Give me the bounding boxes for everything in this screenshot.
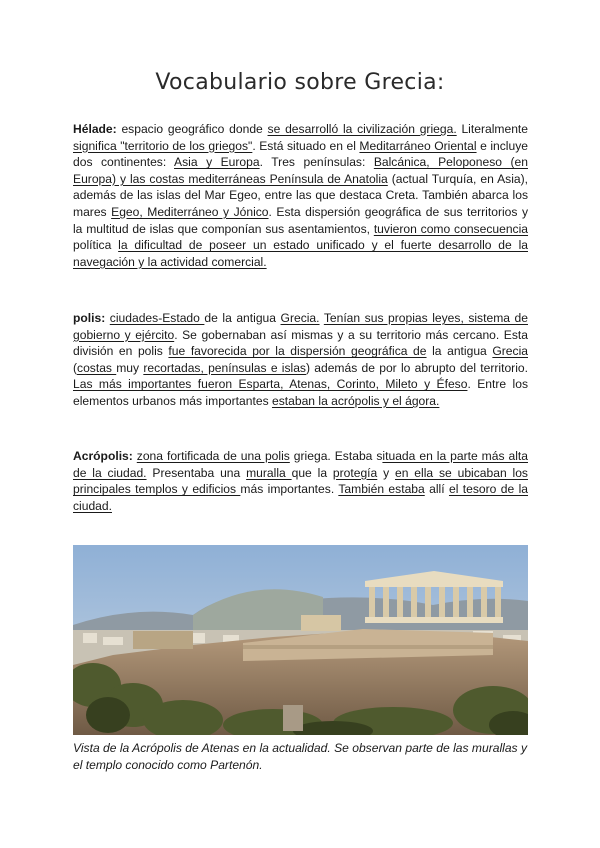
underlined-phrase: recortadas, penínsulas e islas: [143, 360, 306, 375]
underlined-phrase: Tenían sus propias leyes, sistema de gobierno y ejército: [73, 311, 528, 342]
underlined-phrase: Asia y Europa: [174, 155, 260, 170]
text-segment: Presentaba una: [146, 465, 247, 480]
text-segment: espacio geográfico donde: [116, 122, 268, 136]
underlined-phrase: ciudades-Estado: [109, 311, 205, 325]
underlined-phrase: zona fortificada de una polis: [136, 449, 290, 463]
underlined-phrase: Las más importantes fueron Esparta, Atenas, Corinto, Mileto y Éfeso: [73, 377, 468, 392]
underlined-phrase: se desarrolló la civilización griega.: [267, 122, 457, 136]
text-segment: . Está situado en el: [252, 138, 360, 153]
text-segment: y: [377, 465, 396, 480]
definition-helade: [73, 121, 528, 270]
term-label: polis:: [73, 311, 106, 325]
underlined-phrase: Balcánica, Peloponeso (en Europa) y las costas mediterráneas Península de Anatolia: [73, 155, 528, 186]
underlined-phrase: Meditarráneo Oriental: [359, 138, 477, 153]
text-segment: allí: [424, 482, 449, 497]
text-segment: que la: [291, 465, 333, 480]
term-label: Acrópolis:: [73, 449, 133, 463]
underlined-phrase: estaban la acrópolis y el ágora.: [271, 393, 440, 408]
page-title: Vocabulario sobre Grecia:: [155, 70, 445, 95]
underlined-phrase: protegía: [332, 465, 378, 480]
underlined-phrase: en ella se ubicaban los principales templos y edificios: [73, 465, 528, 497]
text-segment: Literalmente: [456, 122, 529, 136]
text-segment: la antigua: [426, 344, 493, 359]
text-segment: . Se gobernaban así mismas y a su territorio más cercano. Esta división en polis: [73, 327, 529, 359]
photo-caption: Vista de la Acrópolis de Atenas en la actualidad. Se observan parte de las murallas y el templo conocido como Partenón.: [73, 741, 528, 772]
underlined-phrase: También estaba: [338, 482, 425, 497]
underlined-phrase: Egeo, Mediterráneo y Jónico: [111, 204, 269, 219]
underlined-phrase: la dificultad de poseer un estado unificado y el fuerte desarrollo de la navegación y la actividad comercial.: [73, 238, 528, 269]
acropolis-photo: [73, 545, 528, 735]
underlined-phrase: fue favorecida por la dispersión geográfica de: [168, 344, 427, 359]
text-segment: (actual Turquía, en Asia), además de las islas del Mar Egeo, entre las que destaca Creta. También abarca los mares: [73, 171, 529, 219]
text-segment: . Tres penínsulas:: [259, 155, 374, 170]
underlined-phrase: muralla: [246, 465, 292, 480]
underlined-phrase: el tesoro de la ciudad.: [73, 482, 528, 513]
underlined-phrase: Grecia.: [280, 311, 320, 325]
underlined-phrase: costas: [77, 360, 117, 375]
definition-acropolis: [73, 448, 528, 514]
text-segment: (: [73, 360, 78, 375]
text-segment: muy: [116, 360, 144, 375]
term-label: Hélade:: [73, 122, 117, 136]
definition-polis: [73, 310, 528, 410]
underlined-phrase: ituada en la parte más alta de la ciudad.: [73, 449, 528, 480]
text-segment: política: [73, 238, 119, 253]
text-segment: griega. Estaba s: [289, 449, 383, 463]
text-segment: . Esta dispersión geográfica de sus territorios y la multitud de islas que componían sus asentamientos,: [73, 204, 528, 236]
text-segment: de la antigua: [204, 311, 281, 325]
underlined-phrase: tuvieron como consecuencia: [373, 221, 529, 236]
underlined-phrase: Grecia: [492, 344, 528, 359]
text-segment: ) además de por lo abrupto del territorio.: [305, 360, 528, 375]
text-segment: más importantes.: [240, 482, 339, 497]
underlined-phrase: significa "territorio de los griegos": [73, 138, 253, 153]
text-segment: e incluye dos continentes:: [73, 138, 528, 170]
text-segment: . Entre los elementos urbanos más importantes: [73, 377, 528, 408]
